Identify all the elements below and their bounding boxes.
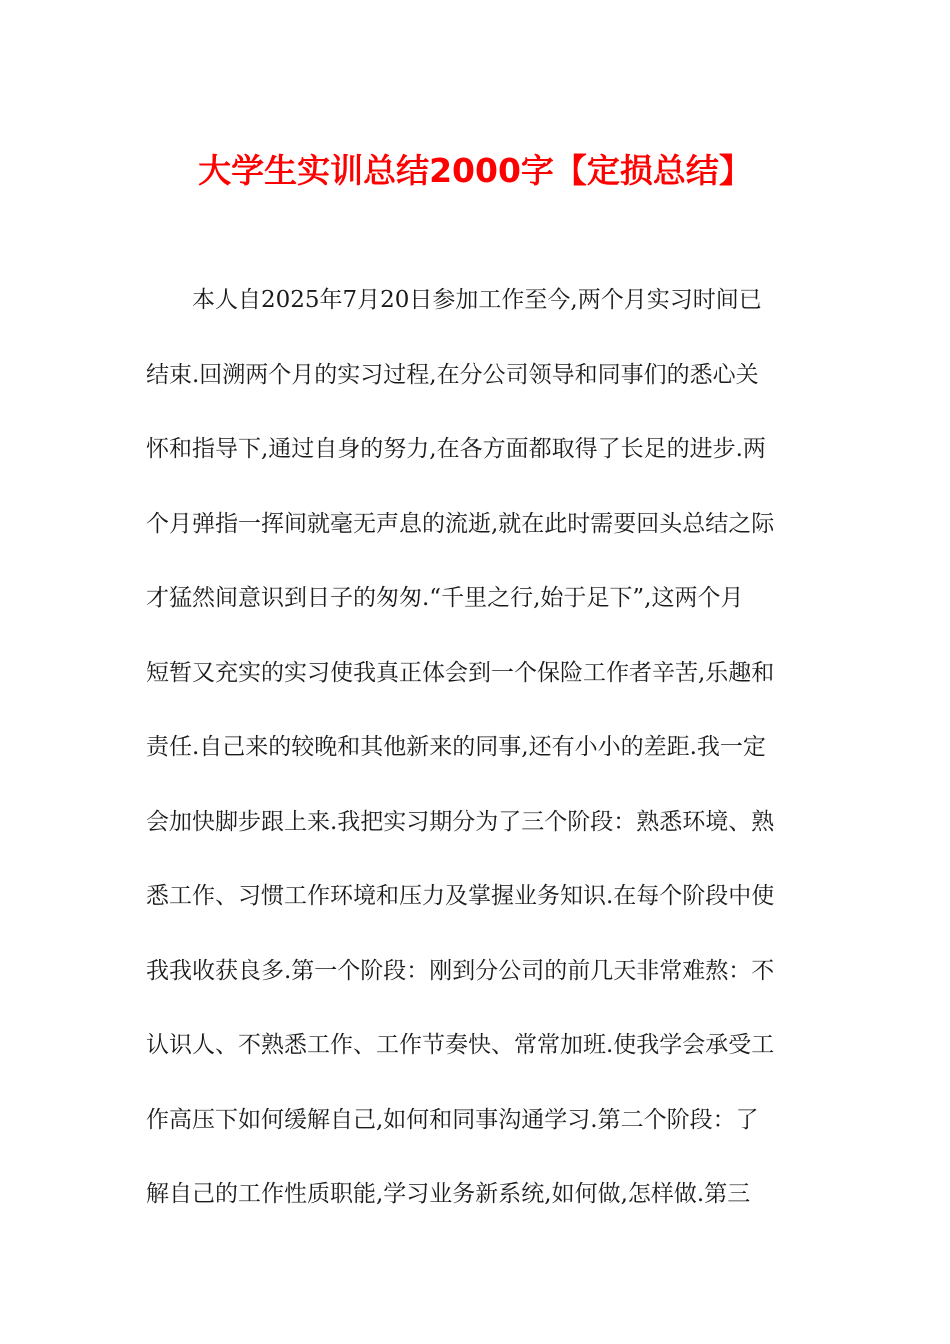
document-title: 大学生实训总结2000字【定损总结】: [198, 151, 752, 190]
paragraph-line: 本人自2025年7月20日参加工作至今,两个月实习时间已: [192, 287, 762, 313]
paragraph-line: 结束.回溯两个月的实习过程,在分公司领导和同事们的悉心关: [146, 361, 759, 388]
paragraph-line: 会加快脚步跟上来.我把实习期分为了三个阶段：熟悉环境、熟: [146, 808, 775, 835]
paragraph-line: 责任.自己来的较晚和其他新来的同事,还有小小的差距.我一定: [146, 734, 766, 760]
paragraph-line: 解自己的工作性质职能,学习业务新系统,如何做,怎样做.第三: [146, 1181, 751, 1207]
paragraph-line: 作高压下如何缓解自己,如何和同事沟通学习.第二个阶段：了: [146, 1106, 759, 1133]
paragraph-line: 我我收获良多.第一个阶段：刚到分公司的前几天非常难熬：不: [146, 957, 775, 984]
paragraph-line: 怀和指导下,通过自身的努力,在各方面都取得了长足的进步.两: [146, 436, 766, 462]
paragraph-line: 才猛然间意识到日子的匆匆.“千里之行,始于足下”,这两个月: [146, 585, 744, 611]
paragraph-line: 短暂又充实的实习使我真正体会到一个保险工作者辛苦,乐趣和: [146, 659, 775, 686]
document-body: [146, 275, 806, 1244]
paragraph-line: 个月弹指一挥间就毫无声息的流逝,就在此时需要回头总结之际: [146, 510, 775, 537]
paragraph-line: 认识人、不熟悉工作、工作节奏快、常常加班.使我学会承受工: [146, 1032, 775, 1058]
paragraph-line: 悉工作、习惯工作环境和压力及掌握业务知识.在每个阶段中使: [146, 883, 775, 909]
